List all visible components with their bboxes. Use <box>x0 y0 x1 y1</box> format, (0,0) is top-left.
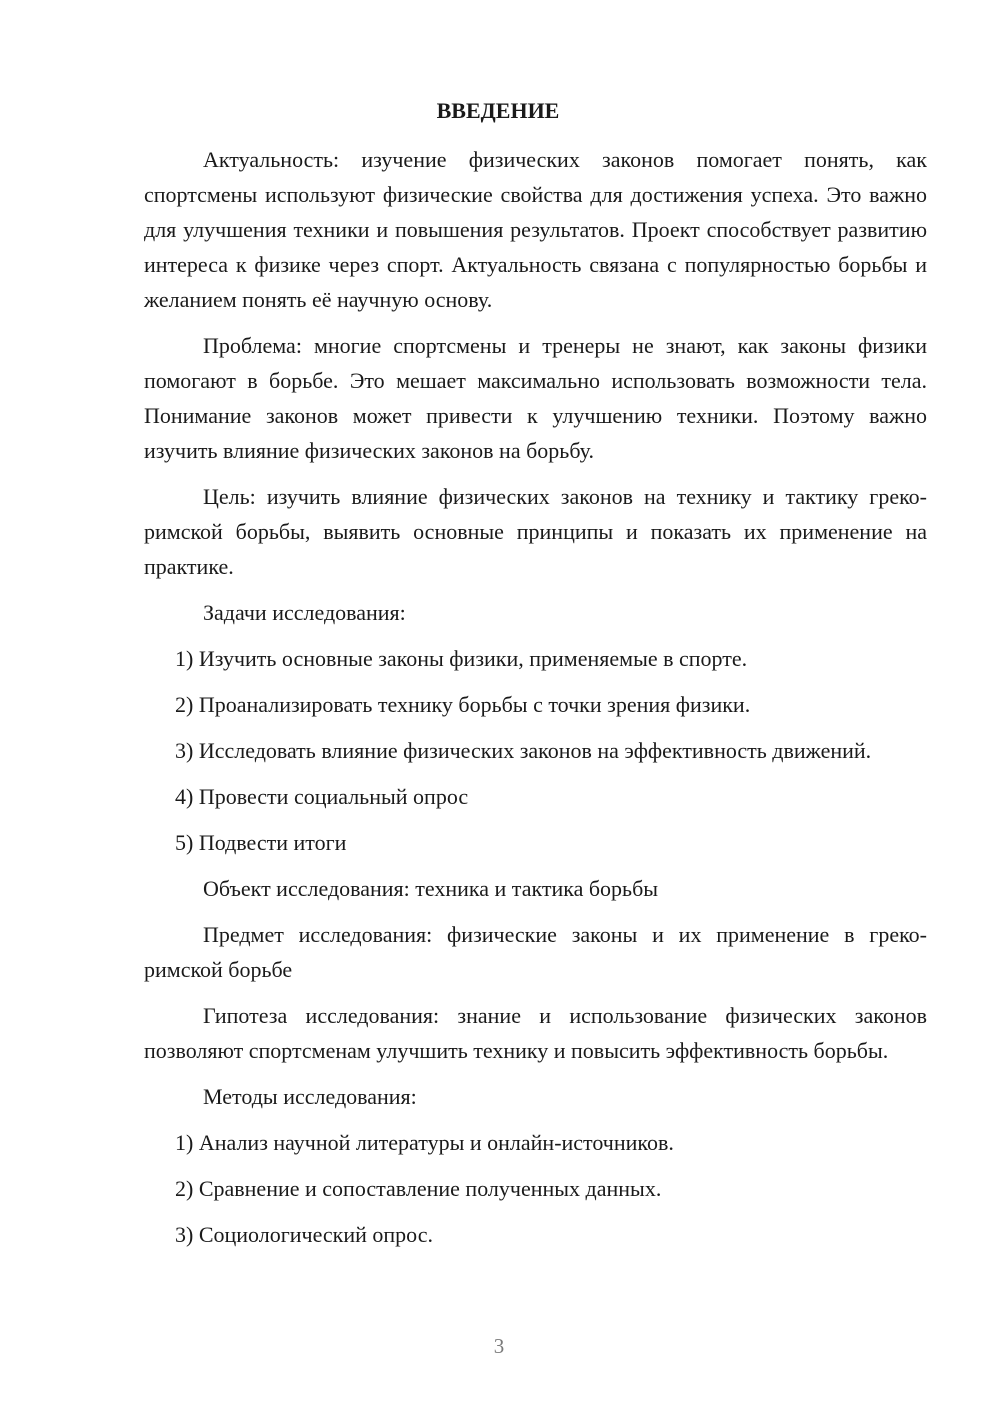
task-item: 3) Исследовать влияние физических законов на эффективность движений. <box>175 738 872 763</box>
page-title-text: ВВЕДЕНИЕ <box>436 98 560 123</box>
method-item: 3) Социологический опрос. <box>175 1222 433 1247</box>
goal-paragraph: Цель: изучить влияние физических законов на технику и тактику греко-римской борьбы, выявить основные принципы и показать их применение на практике. <box>144 484 927 579</box>
task-item: 1) Изучить основные законы физики, применяемые в спорте. <box>175 646 748 671</box>
subject-paragraph: Предмет исследования: физические законы и их применение в греко-римской борьбе <box>144 922 927 982</box>
problem-paragraph: Проблема: многие спортсмены и тренеры не знают, как законы физики помогают в борьбе. Это мешает максимально использовать возможности тела. Понимание законов может привести к улучшению техники. Поэтому важно изучить влияние физических законов на борьбу. <box>144 333 927 463</box>
page-number-text: 3 <box>493 1334 505 1358</box>
relevance-paragraph: Актуальность: изучение физических законов помогает понять, как спортсмены используют физические свойства для достижения успеха. Это важно для улучшения техники и повышения результатов. Проект способствует развитию интереса к физике через спорт. Актуальность связана с популярностью борьбы и желанием понять её научную основу. <box>144 147 927 312</box>
method-item: 1) Анализ научной литературы и онлайн-источников. <box>175 1130 674 1155</box>
task-item: 2) Проанализировать технику борьбы с точки зрения физики. <box>175 692 751 717</box>
page-number <box>0 1334 1000 1359</box>
method-item: 2) Сравнение и сопоставление полученных данных. <box>175 1176 662 1201</box>
task-item: 5) Подвести итоги <box>175 830 347 855</box>
methods-heading: Методы исследования: <box>203 1084 417 1109</box>
tasks-heading: Задачи исследования: <box>203 600 406 625</box>
task-item: 4) Провести социальный опрос <box>175 784 469 809</box>
document-body <box>144 142 927 1263</box>
hypothesis-paragraph: Гипотеза исследования: знание и использование физических законов позволяют спортсменам улучшить технику и повысить эффективность борьбы. <box>144 1003 927 1063</box>
object-paragraph: Объект исследования: техника и тактика борьбы <box>203 876 659 901</box>
page-title <box>70 96 1000 126</box>
